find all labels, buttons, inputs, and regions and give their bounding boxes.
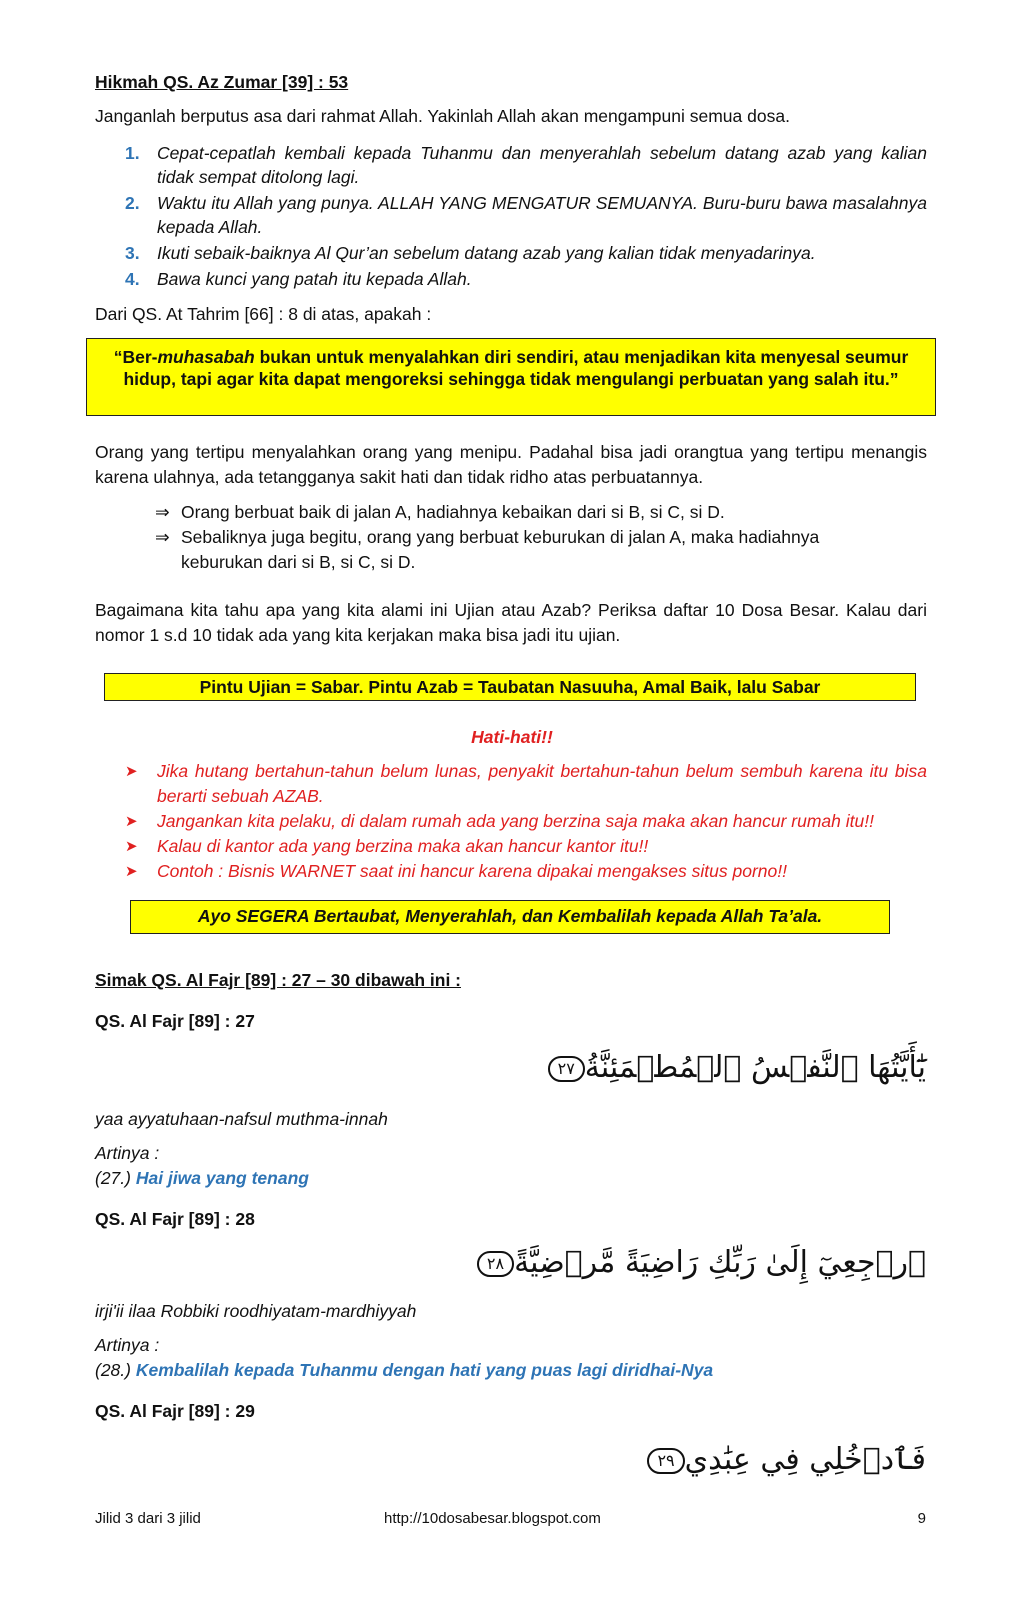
latin-verse-28: irji'ii ilaa Robbiki roodhiyatam-mardhiyyah: [95, 1301, 417, 1321]
tertipu-paragraph: Orang yang tertipu menyalahkan orang yang menipu. Padahal bisa jadi orangtua yang tertipu menangis karena ulahnya, ada tetangganya sakit hati dan tidak ridho atas perbuatannya.: [95, 442, 927, 487]
list-item: 2. Waktu itu Allah yang punya. ALLAH YANG MENGATUR SEMUANYA. Buru-buru bawa masalahnya kepada Allah.: [125, 193, 927, 237]
list-item: ⇒ Sebaliknya juga begitu, orang yang berbuat keburukan di jalan A, maka hadiahnya keburukan dari si B, si C, si D.: [155, 527, 820, 572]
list-item: ➤ Kalau di kantor ada yang berzina maka akan hancur kantor itu!!: [125, 834, 927, 859]
translation-28: (28.) Kembalilah kepada Tuhanmu dengan hati yang puas lagi diridhai-Nya: [95, 1360, 714, 1380]
list-item: 1. Cepat-cepatlah kembali kepada Tuhanmu dan menyerahlah sebelum datang azab yang kalian tidak sempat ditolong lagi.: [125, 143, 927, 187]
section-heading-al-fajr: Simak QS. Al Fajr [89] : 27 – 30 dibawah ini :: [95, 970, 461, 990]
arrowhead-bullet-icon: ➤: [125, 813, 138, 830]
arabic-verse-28: ٱرۡجِعِيٓ إِلَىٰ رَبِّكِ رَاضِيَةً مَّرۡضِيَّةً٢٨: [471, 1245, 926, 1280]
verse-ref-28: QS. Al Fajr [89] : 28: [95, 1209, 255, 1229]
verse-ref-27: QS. Al Fajr [89] : 27: [95, 1011, 255, 1031]
list-item: 4. Bawa kunci yang patah itu kepada Allah.: [125, 269, 472, 289]
list-item: ➤ Contoh : Bisnis WARNET saat ini hancur karena dipakai mengakses situs porno!!: [125, 859, 927, 884]
list-item: ➤ Jika hutang bertahun-tahun belum lunas, penyakit bertahun-tahun belum sembuh karena itu bisa berarti sebuah AZAB.: [125, 761, 927, 806]
ayah-number-mark: ٢٩: [647, 1448, 684, 1474]
ujian-azab-paragraph: Bagaimana kita tahu apa yang kita alami ini Ujian atau Azab? Periksa daftar 10 Dosa Besar. Kalau dari nomor 1 s.d 10 tidak ada yang kita kerjakan maka bisa jadi itu ujian.: [95, 600, 927, 645]
translation-27: (27.) Hai jiwa yang tenang: [95, 1168, 309, 1188]
arrow-right-icon: ⇒: [155, 502, 170, 522]
arrow-list: [155, 500, 875, 575]
lead-paragraph: Dari QS. At Tahrim [66] : 8 di atas, apakah :: [95, 304, 432, 324]
list-item: ➤ Jangankan kita pelaku, di dalam rumah ada yang berzina saja maka akan hancur rumah itu!!: [125, 809, 927, 834]
arrowhead-bullet-icon: ➤: [125, 838, 138, 855]
pintu-ujian-box: Pintu Ujian = Sabar. Pintu Azab = Taubatan Nasuuha, Amal Baik, lalu Sabar: [104, 673, 916, 701]
arrowhead-bullet-icon: ➤: [125, 763, 138, 780]
footer-url[interactable]: http://10dosabesar.blogspot.com: [384, 1510, 601, 1527]
arrow-right-icon: ⇒: [155, 527, 170, 547]
warning-title: Hati-hati!!: [471, 727, 553, 747]
ayah-number-mark: ٢٨: [477, 1251, 514, 1277]
muhasabah-quote-box: “Ber-muhasabah bukan untuk menyalahkan diri sendiri, atau menjadikan kita menyesal seumur hidup, tapi agar kita dapat mengoreksi sehingga tidak mengulangi perbuatan yang salah itu.”: [86, 338, 936, 416]
arrowhead-bullet-icon: ➤: [125, 863, 138, 880]
latin-verse-27: yaa ayyatuhaan-nafsul muthma-innah: [95, 1109, 388, 1129]
artinya-label: Artinya :: [95, 1143, 160, 1163]
intro-paragraph: Janganlah berputus asa dari rahmat Allah. Yakinlah Allah akan mengampuni semua dosa.: [95, 106, 790, 126]
list-item: ⇒ Orang berbuat baik di jalan A, hadiahnya kebaikan dari si B, si C, si D.: [155, 500, 875, 525]
footer-page-number: 9: [917, 1510, 926, 1527]
bertaubat-box: Ayo SEGERA Bertaubat, Menyerahlah, dan Kembalilah kepada Allah Ta’ala.: [130, 900, 890, 934]
artinya-label: Artinya :: [95, 1335, 160, 1355]
warning-list: [125, 759, 927, 884]
footer-volume: Jilid 3 dari 3 jilid: [95, 1510, 201, 1527]
verse-ref-29: QS. Al Fajr [89] : 29: [95, 1401, 255, 1421]
arabic-verse-27: يَٰٓأَيَّتُهَا ٱلنَّفۡسُ ٱلۡمُطۡمَئِنَّةُ٢٧: [542, 1050, 926, 1085]
section-heading-az-zumar: Hikmah QS. Az Zumar [39] : 53: [95, 72, 349, 92]
hikmah-list: [125, 141, 927, 293]
list-item: 3. Ikuti sebaik-baiknya Al Qur’an sebelum datang azab yang kalian tidak menyadarinya.: [125, 243, 816, 263]
ayah-number-mark: ٢٧: [548, 1056, 585, 1082]
arabic-verse-29: فَٱدۡخُلِي فِي عِبَٰدِي٢٩: [641, 1442, 926, 1477]
